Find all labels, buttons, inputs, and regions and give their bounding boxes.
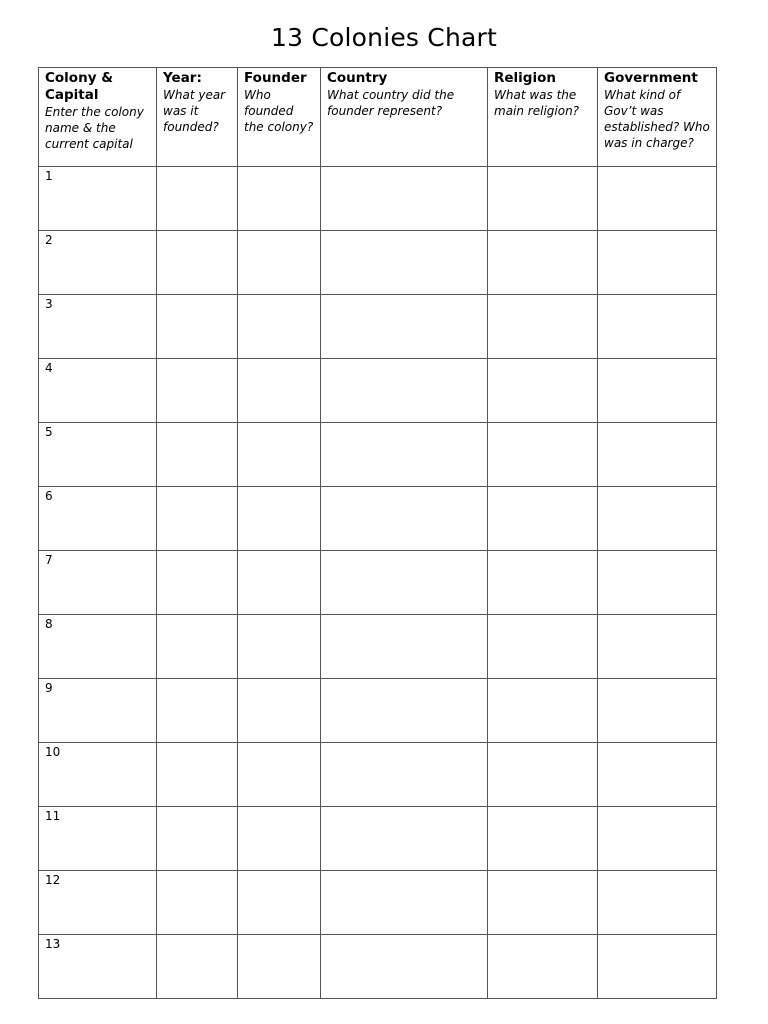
government-cell[interactable] xyxy=(598,935,717,999)
religion-cell[interactable] xyxy=(488,359,598,423)
religion-cell[interactable] xyxy=(488,679,598,743)
founder-cell[interactable] xyxy=(238,935,321,999)
row-number: 13 xyxy=(45,937,61,951)
country-cell[interactable] xyxy=(321,423,488,487)
column-description: What country did the founder represent? xyxy=(327,88,455,118)
country-cell[interactable] xyxy=(321,167,488,231)
government-cell[interactable] xyxy=(598,551,717,615)
year-cell[interactable] xyxy=(157,231,238,295)
government-cell[interactable] xyxy=(598,871,717,935)
government-cell[interactable] xyxy=(598,487,717,551)
column-description: What year was it founded? xyxy=(163,88,226,134)
column-description: What kind of Gov’t was established? Who was in charge? xyxy=(604,88,710,150)
row-number: 12 xyxy=(45,873,61,887)
colony-capital-cell[interactable] xyxy=(39,743,157,807)
year-cell[interactable] xyxy=(157,551,238,615)
government-cell[interactable] xyxy=(598,359,717,423)
religion-cell[interactable] xyxy=(488,807,598,871)
row-number: 11 xyxy=(45,809,61,823)
table-row xyxy=(39,295,717,359)
colony-capital-cell[interactable] xyxy=(39,167,157,231)
column-header-colony xyxy=(39,68,157,167)
row-number: 9 xyxy=(45,681,53,695)
table-row xyxy=(39,423,717,487)
column-header-year xyxy=(157,68,238,167)
government-cell[interactable] xyxy=(598,807,717,871)
column-heading: Country xyxy=(327,70,388,86)
country-cell[interactable] xyxy=(321,871,488,935)
header-row xyxy=(39,68,717,167)
table-row xyxy=(39,231,717,295)
colony-capital-cell[interactable] xyxy=(39,423,157,487)
religion-cell[interactable] xyxy=(488,615,598,679)
year-cell[interactable] xyxy=(157,295,238,359)
country-cell[interactable] xyxy=(321,551,488,615)
column-description: Who founded the colony? xyxy=(244,88,314,134)
column-header-founder xyxy=(238,68,321,167)
year-cell[interactable] xyxy=(157,743,238,807)
country-cell[interactable] xyxy=(321,359,488,423)
column-heading: Religion xyxy=(494,70,556,86)
religion-cell[interactable] xyxy=(488,935,598,999)
founder-cell[interactable] xyxy=(238,551,321,615)
government-cell[interactable] xyxy=(598,295,717,359)
government-cell[interactable] xyxy=(598,423,717,487)
column-heading: Founder xyxy=(244,70,307,86)
table-row xyxy=(39,743,717,807)
year-cell[interactable] xyxy=(157,615,238,679)
column-description: What was the main religion? xyxy=(494,88,580,118)
founder-cell[interactable] xyxy=(238,231,321,295)
row-number: 8 xyxy=(45,617,53,631)
column-heading: Government xyxy=(604,70,698,86)
colony-capital-cell[interactable] xyxy=(39,807,157,871)
column-heading: Colony & Capital xyxy=(45,70,113,103)
year-cell[interactable] xyxy=(157,935,238,999)
religion-cell[interactable] xyxy=(488,167,598,231)
religion-cell[interactable] xyxy=(488,231,598,295)
country-cell[interactable] xyxy=(321,935,488,999)
religion-cell[interactable] xyxy=(488,871,598,935)
colony-capital-cell[interactable] xyxy=(39,615,157,679)
founder-cell[interactable] xyxy=(238,743,321,807)
religion-cell[interactable] xyxy=(488,743,598,807)
colony-capital-cell[interactable] xyxy=(39,295,157,359)
founder-cell[interactable] xyxy=(238,615,321,679)
religion-cell[interactable] xyxy=(488,551,598,615)
government-cell[interactable] xyxy=(598,167,717,231)
founder-cell[interactable] xyxy=(238,487,321,551)
colony-capital-cell[interactable] xyxy=(39,487,157,551)
table-row xyxy=(39,807,717,871)
row-number: 7 xyxy=(45,553,53,567)
year-cell[interactable] xyxy=(157,359,238,423)
row-number: 2 xyxy=(45,233,53,247)
founder-cell[interactable] xyxy=(238,359,321,423)
government-cell[interactable] xyxy=(598,615,717,679)
country-cell[interactable] xyxy=(321,743,488,807)
table-body xyxy=(39,167,717,999)
table-row xyxy=(39,679,717,743)
religion-cell[interactable] xyxy=(488,423,598,487)
founder-cell[interactable] xyxy=(238,807,321,871)
row-number: 5 xyxy=(45,425,53,439)
religion-cell[interactable] xyxy=(488,487,598,551)
year-cell[interactable] xyxy=(157,807,238,871)
page-title: 13 Colonies Chart xyxy=(271,23,497,52)
colony-capital-cell[interactable] xyxy=(39,935,157,999)
year-cell[interactable] xyxy=(157,871,238,935)
column-header-country xyxy=(321,68,488,167)
founder-cell[interactable] xyxy=(238,871,321,935)
table-row xyxy=(39,871,717,935)
country-cell[interactable] xyxy=(321,807,488,871)
founder-cell[interactable] xyxy=(238,295,321,359)
row-number: 1 xyxy=(45,169,53,183)
row-number: 4 xyxy=(45,361,53,375)
row-number: 10 xyxy=(45,745,61,759)
colony-capital-cell[interactable] xyxy=(39,871,157,935)
government-cell[interactable] xyxy=(598,743,717,807)
year-cell[interactable] xyxy=(157,167,238,231)
founder-cell[interactable] xyxy=(238,167,321,231)
table-row xyxy=(39,615,717,679)
founder-cell[interactable] xyxy=(238,423,321,487)
colony-capital-cell[interactable] xyxy=(39,679,157,743)
country-cell[interactable] xyxy=(321,487,488,551)
country-cell[interactable] xyxy=(321,231,488,295)
row-number: 3 xyxy=(45,297,53,311)
country-cell[interactable] xyxy=(321,295,488,359)
table-row xyxy=(39,551,717,615)
column-header-religion xyxy=(488,68,598,167)
year-cell[interactable] xyxy=(157,487,238,551)
colony-capital-cell[interactable] xyxy=(39,551,157,615)
table-row xyxy=(39,167,717,231)
column-heading: Year: xyxy=(163,70,202,86)
column-description: Enter the colony name & the current capital xyxy=(45,105,144,151)
country-cell[interactable] xyxy=(321,679,488,743)
table-row xyxy=(39,359,717,423)
year-cell[interactable] xyxy=(157,679,238,743)
government-cell[interactable] xyxy=(598,231,717,295)
government-cell[interactable] xyxy=(598,679,717,743)
year-cell[interactable] xyxy=(157,423,238,487)
colony-capital-cell[interactable] xyxy=(39,359,157,423)
table-row xyxy=(39,487,717,551)
country-cell[interactable] xyxy=(321,615,488,679)
colony-capital-cell[interactable] xyxy=(39,231,157,295)
religion-cell[interactable] xyxy=(488,295,598,359)
table-row xyxy=(39,935,717,999)
founder-cell[interactable] xyxy=(238,679,321,743)
column-header-government xyxy=(598,68,717,167)
colonies-table xyxy=(38,67,717,999)
row-number: 6 xyxy=(45,489,53,503)
